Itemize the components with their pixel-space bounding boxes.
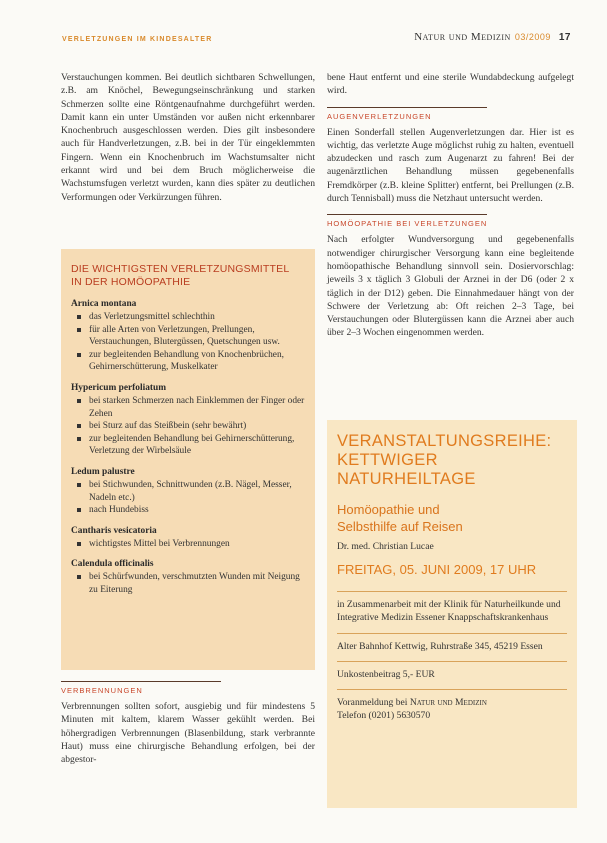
remedy-item: bei starken Schmerzen nach Einklemmen der Finger oder Zehen [89, 395, 305, 419]
event-speaker: Dr. med. Christian Lucae [337, 541, 434, 552]
remedy-arnica [71, 299, 305, 374]
event-divider [337, 661, 567, 662]
left-column [61, 71, 315, 204]
event-subtitle-line1: Homöopathie und [337, 502, 440, 517]
event-cooperation: in Zusammenarbeit mit der Klinik für Naturheilkunde und Integrative Medizin Essener Knappschaftskrankenhaus [337, 599, 561, 624]
event-subtitle-line2: Selbsthilfe auf Reisen [337, 519, 463, 534]
section-divider [61, 681, 221, 682]
section-divider [327, 107, 487, 108]
remedy-calendula [71, 559, 305, 596]
remedy-item: zur begleitenden Behandlung bei Gehirnerschütterung, Verletzung der Wirbelsäule [89, 433, 305, 458]
event-box [327, 420, 577, 808]
remedy-name: Hypericum perfoliatum [71, 382, 167, 393]
event-subtitle [337, 501, 567, 535]
intro-paragraph: Verstauchungen kommen. Bei deutlich sichtbaren Schwellungen, z.B. am Knöchel, Bewegungseinschränkung und starken Schmerzen sollte eine Röntgenaufnahme durchgeführt werden. Damit kann ein unter Umständen vor außen nicht erkennbarer Knochenbruch ausgeschlossen werden. Dies gilt insbesondere auch für Handverletzungen, z.B. bei in der Tür eingeklemmten Fingern. Wenn ein Knochenbruch im Wachstumsalter nicht erkannt wird und bei dem Bruch möglicherweise die Wachstumsfugen verletzt wurden, kann dies später zu deutlichen Verformungen oder Verkürzungen führen. [61, 72, 315, 203]
event-divider [337, 591, 567, 592]
eye-injuries-heading: AUGENVERLETZUNGEN [327, 111, 432, 121]
event-title [337, 432, 567, 489]
continued-paragraph: bene Haut entfernt und eine sterile Wundabdeckung aufgelegt wird. [327, 72, 574, 97]
event-venue: Alter Bahnhof Kettwig, Ruhrstraße 345, 45219 Essen [337, 640, 543, 652]
burns-section [61, 674, 315, 766]
issue-number: 03/2009 [514, 32, 551, 42]
event-registration [337, 696, 567, 723]
remedy-cantharis [71, 526, 305, 551]
homeopathy-text: Nach erfolgter Wundversorgung und gegebenenfalls notwendiger chirurgischer Versorgung kann eine begleitende homöopathische Behandlung sinnvoll sein. Dosiervorschlag: jeweils 3 x täglich 3 Globuli der Arznei in der D6 (oder 2 x täglich in der D12) geben. Die Einnahmedauer hängt von der Schwere der Verletzung ab: Oft reichen 2–3 Tage, bei Verstauchungen oder Blutergüssen kann die Arznei aber auch über 2–3 Wochen eingenommen werden. [327, 234, 574, 339]
section-header: VERLETZUNGEN IM KINDESALTER [62, 36, 213, 43]
event-title-line2: KETTWIGER NATURHEILTAGE [337, 451, 476, 488]
remedy-name: Arnica montana [71, 299, 137, 309]
right-column [327, 71, 574, 340]
event-divider [337, 633, 567, 634]
event-divider [337, 689, 567, 690]
remedy-item: bei Stichwunden, Schnittwunden (z.B. Nägel, Messer, Nadeln etc.) [89, 479, 305, 504]
section-divider [327, 214, 487, 215]
remedies-title-line2: IN DER HOMÖOPATHIE [71, 276, 191, 288]
remedy-item: für alle Arten von Verletzungen, Prellungen, Verstauchungen, Blutergüssen, Quetschungen usw. [89, 324, 305, 349]
registration-prefix: Voranmeldung bei [337, 697, 408, 709]
event-date: FREITAG, 05. JUNI 2009, 17 UHR [337, 562, 537, 577]
eye-injuries-text: Einen Sonderfall stellen Augenverletzungen dar. Hier ist es wichtig, das verletzte Auge möglichst ruhig zu halten, eventuell abzudecken und rasch zum Augenarzt zu fahren! Bei der augenärztlichen Behandlung müssen gegebenenfalls Fremdkörper (z.B. kleine Splitter) entfernt, bei Prellungen (z.B. durch Tennisball) muss die Netzhaut untersucht werden. [327, 126, 574, 205]
remedy-item: zur begleitenden Behandlung von Knochenbrüchen, Gehirnerschütterung, Muskelkater [89, 349, 305, 374]
remedy-item: das Verletzungsmittel schlechthin [89, 311, 305, 324]
remedy-name: Ledum palustre [71, 466, 135, 477]
homeopathy-heading: HOMÖOPATHIE BEI VERLETZUNGEN [327, 219, 488, 229]
page-number: 17 [558, 32, 571, 43]
remedy-name: Calendula officinalis [71, 559, 154, 570]
registration-org: Natur und Medizin [409, 697, 487, 709]
burns-heading: VERBRENNUNGEN [61, 686, 143, 695]
remedy-ledum [71, 467, 305, 517]
remedy-name: Cantharis vesicatoria [71, 525, 157, 536]
remedies-box [61, 249, 315, 670]
remedy-item: bei Sturz auf das Steißbein (sehr bewährt) [89, 420, 305, 433]
event-title-line1: VERANSTALTUNGSREIHE: [337, 432, 552, 450]
remedy-hypericum [71, 383, 305, 458]
remedies-box-title [71, 263, 305, 289]
registration-phone: Telefon (0201) 5630570 [337, 710, 431, 722]
burns-text: Verbrennungen sollten sofort, ausgiebig und für mindestens 5 Minuten mit kaltem, klarem Wasser gekühlt werden. Bei höhergradigen Verbrennungen (Blasenbildung, stark verbrannte Haut) muss eine chirurgische Behandlung erfolgen, bei der abgestor- [61, 701, 315, 766]
remedy-item: nach Hundebiss [89, 504, 305, 517]
remedy-item: bei Schürfwunden, verschmutzten Wunden mit Neigung zu Eiterung [89, 571, 305, 596]
remedies-title-line1: DIE WICHTIGSTEN VERLETZUNGSMITTEL [71, 263, 290, 275]
magazine-header [414, 31, 571, 43]
magazine-name: Natur und Medizin [414, 31, 511, 43]
remedy-item: wichtigstes Mittel bei Verbrennungen [89, 538, 305, 551]
event-fee: Unkostenbeitrag 5,- EUR [337, 668, 435, 680]
